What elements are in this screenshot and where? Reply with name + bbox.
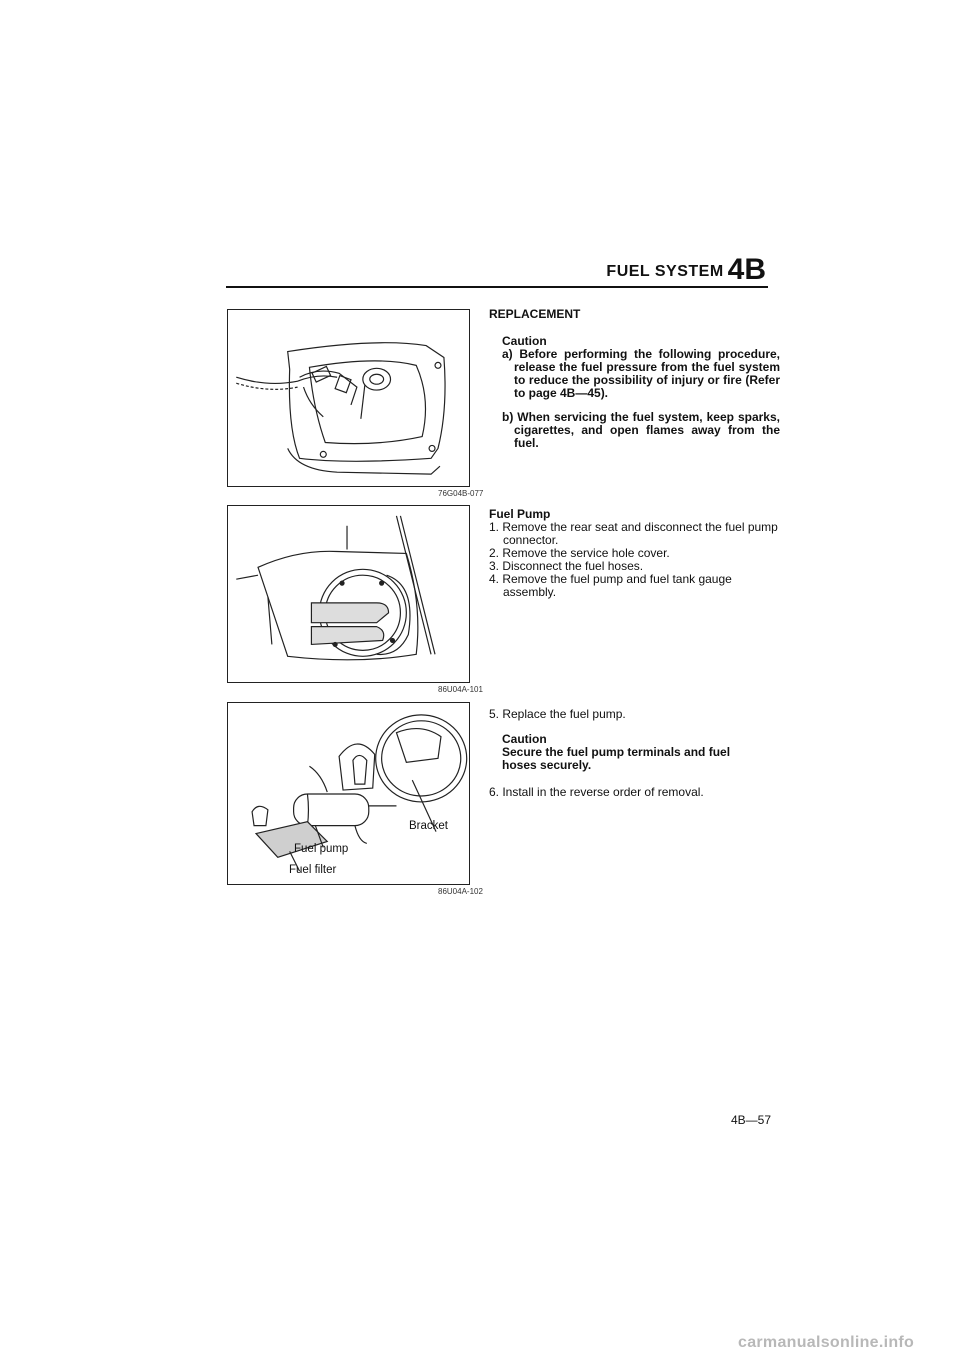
caution-item-a: a) Before performing the following procedure, release the fuel pressure from the fuel system to reduce the possibility of injury or fire (Refer to page 4B—45). <box>502 347 780 400</box>
callout-fuel-filter: Fuel filter <box>289 864 337 876</box>
fuel-pump-assembly-illustration <box>228 703 469 884</box>
caution-item-b: b) When servicing the fuel system, keep sparks, cigarettes, and open flames away from the fuel. <box>502 410 780 450</box>
service-hole-illustration <box>228 310 469 486</box>
caution-title-2: Caution <box>502 732 547 746</box>
figure-service-hole <box>227 309 470 487</box>
section-heading-fuel-pump: Fuel Pump <box>489 507 551 521</box>
section-heading-replacement: REPLACEMENT <box>489 307 581 321</box>
step-5: 5. Replace the fuel pump. <box>489 707 626 721</box>
step-4: 4. Remove the fuel pump and fuel tank gauge assembly. <box>489 572 732 599</box>
figure-code: 76G04B-077 <box>438 489 484 498</box>
step-1: 1. Remove the rear seat and disconnect the fuel pump connector. <box>489 520 778 547</box>
caution-text-2: Secure the fuel pump terminals and fuel hoses securely. <box>502 745 731 772</box>
step-2: 2. Remove the service hole cover. <box>489 546 670 560</box>
watermark: carmanualsonline.info <box>738 1334 915 1351</box>
callout-fuel-pump: Fuel pump <box>294 843 349 855</box>
page-number: 4B—57 <box>731 1113 772 1127</box>
caution-title: Caution <box>502 334 547 348</box>
fuel-pump-removal-illustration <box>228 506 469 682</box>
page-header-title <box>606 253 766 287</box>
callout-bracket: Bracket <box>409 820 448 832</box>
figure-fuel-pump-removal <box>227 505 470 683</box>
chapter-code: 4B <box>727 253 766 286</box>
figure-code: 86U04A-102 <box>438 887 483 896</box>
header-rule <box>226 286 768 288</box>
step-6: 6. Install in the reverse order of removal. <box>489 785 704 799</box>
figure-code: 86U04A-101 <box>438 685 483 694</box>
step-3: 3. Disconnect the fuel hoses. <box>489 559 644 573</box>
figure-fuel-pump-assembly <box>227 702 470 885</box>
section-title: FUEL SYSTEM <box>606 263 724 280</box>
